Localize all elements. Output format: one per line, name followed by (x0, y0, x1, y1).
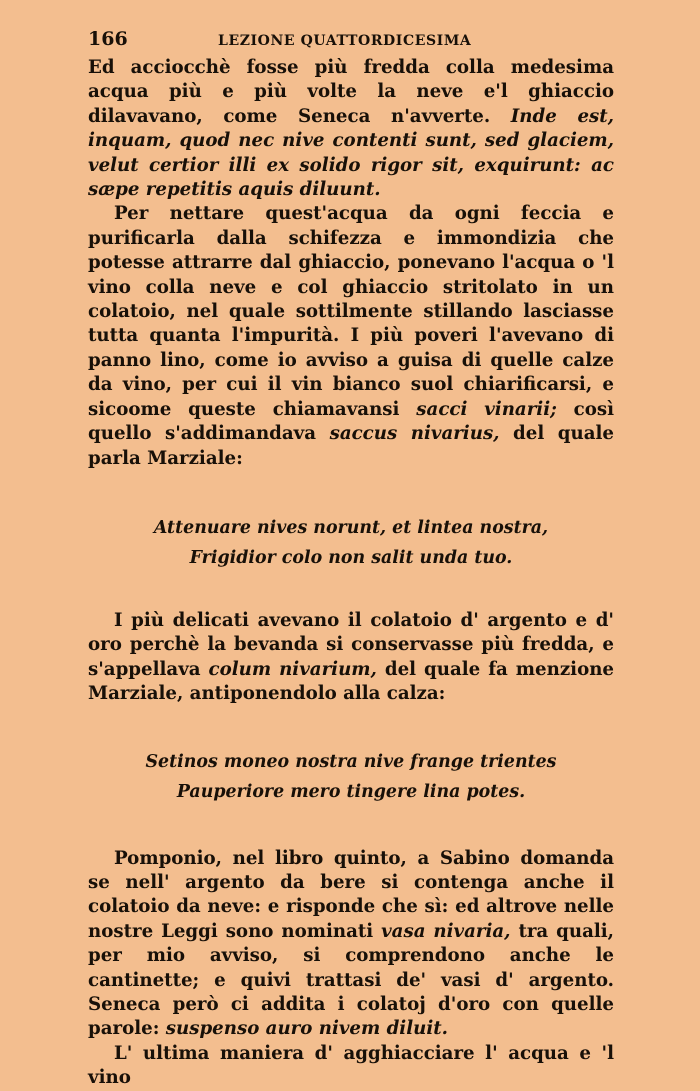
paragraph-3-text-a: I più delicati avevano il colatoio d' argento e d' oro perchè la bevanda si conservasse più fredda, e s'appellava (88, 609, 614, 680)
latin-quote-suspenso-auro: suspenso auro nivem diluit. (165, 1018, 448, 1040)
paragraph-4-text-b: tra quali, per mio avviso, si comprendono anche le cantinette; e quivi trattasi de' vasi d' argento. Seneca però ci addita i colatoj d'oro con quelle parole: (88, 920, 615, 1040)
term-vasa-nivaria: vasa nivaria, (381, 920, 511, 942)
verse-block-1 (88, 513, 614, 573)
book-page (88, 28, 614, 1091)
term-saccus-nivarius: saccus nivarius, (329, 423, 500, 445)
paragraph-5-text: L' ultima maniera d' agghiacciare l' acqua e 'l vino (88, 1042, 614, 1089)
running-head: LEZIONE QUATTORDICESIMA (218, 33, 472, 49)
term-sacci-vinarii: sacci vinarii; (416, 398, 557, 420)
page-header (88, 28, 614, 56)
paragraph-2 (88, 202, 614, 470)
latin-quote-seneca: Inde est, inquam, quod nec nive contenti sunt, sed glaciem, velut certior illi ex solido rigor sit, exquirunt: ac sæpe repetitis aquis diluunt. (88, 105, 614, 201)
paragraph-2-text-c: del quale parla Marziale: (88, 423, 614, 469)
paragraph-4 (88, 847, 614, 1042)
paragraph-5 (88, 1042, 614, 1091)
paragraph-1-text: Ed acciocchè fosse più fredda colla medesima acqua più e più volte la neve e'l ghiaccio dilavavano, come Seneca n'avverte. (88, 57, 614, 127)
page-number: 166 (88, 28, 128, 50)
paragraph-3-text-b: del quale fa menzione Marziale, antiponendolo alla calza: (88, 658, 614, 705)
paragraph-2-text-b: così quello s'addimandava (88, 398, 615, 445)
paragraph-1 (88, 56, 614, 202)
paragraph-2-text-a: Per nettare quest'acqua da ogni feccia e purificarla dalla schifezza e immondizia che potesse attrarre dal ghiaccio, ponevano l'acqua o 'l vino colla neve e col ghiaccio stritolato in un colatoio, nel quale sottilmente stillando lasciasse tutta quanta l'impurità. I più poveri l'avevano di panno lino, come io avviso a guisa di quelle calze da vino, per cui il vin bianco suol chiarificarsi, e sicoome queste chiamavansi (88, 203, 614, 420)
verse-2-line-1: Setinos moneo nostra nive frange trientes (145, 751, 557, 772)
paragraph-3 (88, 609, 614, 707)
verse-block-2 (88, 747, 614, 807)
verse-1-line-2: Frigidior colo non salit unda tuo. (189, 547, 513, 568)
paragraph-4-text-a: Pomponio, nel libro quinto, a Sabino domanda se nell' argento da bere si contenga anche il colatoio da neve: e risponde che sì: ed altrove nelle nostre Leggi sono nominati (88, 847, 614, 942)
verse-1-line-1: Attenuare nives norunt, et lintea nostra, (153, 517, 549, 538)
verse-2-line-2: Pauperiore mero tingere lina potes. (176, 781, 526, 802)
term-colum-nivarium: colum nivarium, (208, 658, 377, 680)
